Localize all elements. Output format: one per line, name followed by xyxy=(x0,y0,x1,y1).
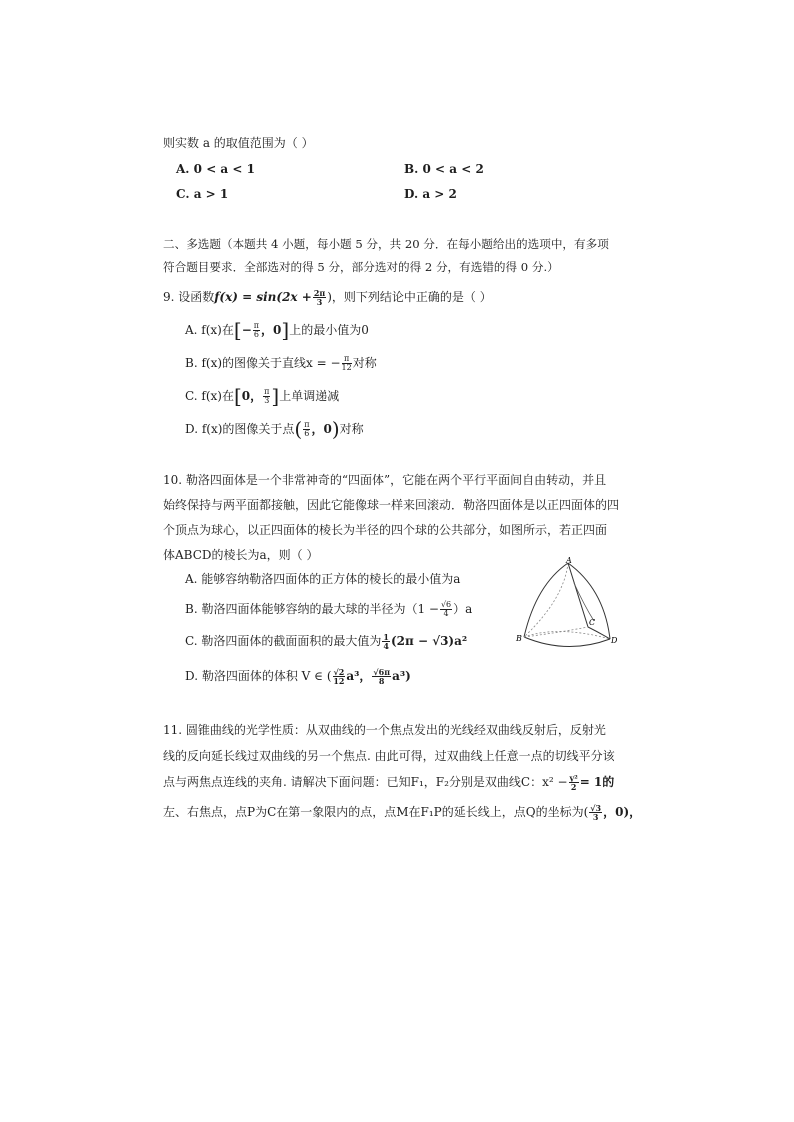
q10-opt-b-pre: B. 勒洛四面体能够容纳的最大球的半径为（1 − xyxy=(185,602,439,616)
q9-frac-num: 2π xyxy=(313,288,326,298)
q9-opt-c-frac xyxy=(263,388,270,405)
q10-line3: 个顶点为球心，以正四面体的棱长为半径的四个球的公共部分，如图所示，若正四面 xyxy=(163,523,608,537)
figure-edge-ab xyxy=(524,563,568,637)
q11-line4-pre: 左、右焦点，点P为C在第一象限内的点，点M在F₁P的延长线上，点Q的坐标为( xyxy=(163,805,589,819)
q9-opt-a-rhs: ，0 xyxy=(261,323,282,337)
q11-line3-post: = 1的 xyxy=(579,775,615,789)
q8-stem: 则实数 a 的取值范围为（ ） xyxy=(163,136,314,150)
q11-line1: 11. 圆锥曲线的光学性质：从双曲线的一个焦点发出的光线经双曲线反射后，反射光 xyxy=(163,723,606,737)
q9-option-a: A. f(x)在[− $\frac{\pi}{6}$ ，0]上的最小值为0 xyxy=(185,318,369,342)
q9-opt-c-pre: C. f(x)在 xyxy=(185,389,234,403)
q9-option-b xyxy=(185,355,377,372)
q10-opt-d-num2: √6π xyxy=(373,667,391,677)
q10-line2: 始终保持与两平面都接触，因此它能像球一样来回滚动．勒洛四面体是以正四面体的四 xyxy=(163,498,620,512)
q10-opt-b-num: √6 xyxy=(440,600,452,609)
q9-opt-a-frac xyxy=(253,322,260,339)
q10-option-c xyxy=(185,633,467,650)
q11-line4-post: ，0)， xyxy=(603,805,642,819)
q9-option-c: C. f(x)在[0， $\frac{\pi}{3}$ ]上单调递减 xyxy=(185,384,340,408)
q9-fraction xyxy=(313,289,326,306)
q10-opt-c-post: (2π − √3)a² xyxy=(390,634,468,648)
q9-stem xyxy=(163,289,492,306)
q10-opt-b-post: ）a xyxy=(453,602,473,616)
q11-line3-den: 2 xyxy=(570,782,577,792)
section2-heading-line2: 符合题目要求．全部选对的得 5 分，部分选对的得 2 分，有选错的得 0 分.） xyxy=(163,260,559,274)
q10-opt-d-den2: 8 xyxy=(378,676,385,686)
q10-opt-b-den: 4 xyxy=(443,609,449,618)
q10-line4: 体ABCD的棱长为a，则（ ） xyxy=(163,548,319,562)
figure-label-d: D xyxy=(611,636,618,645)
section2-heading-line1: 二、多选题（本题共 4 小题，每小题 5 分，共 20 分．在每小题给出的选项中，有多项 xyxy=(163,237,609,251)
q8-option-b: B. 0 < a < 2 xyxy=(404,162,484,176)
q9-opt-a-den: 6 xyxy=(253,330,259,339)
q8-option-a: A. 0 < a < 1 xyxy=(176,162,255,176)
q9-opt-b-frac xyxy=(342,355,352,372)
figure-label-a: A xyxy=(566,556,572,565)
q10-opt-d-num1: √2 xyxy=(333,667,345,677)
q10-opt-d-pre: D. 勒洛四面体的体积 V ∈ ( xyxy=(185,669,332,683)
q8-option-c: C. a > 1 xyxy=(176,187,229,201)
q9-opt-a-num: π xyxy=(253,321,260,330)
q9-opt-c-den: 3 xyxy=(264,396,270,405)
figure-edge-cd xyxy=(588,627,610,639)
q11-line4 xyxy=(163,804,641,821)
q10-opt-c-num: 1 xyxy=(383,632,389,642)
q10-option-b xyxy=(185,601,472,618)
q10-option-a: A. 能够容纳勒洛四面体的正方体的棱长的最小值为a xyxy=(185,572,461,586)
q9-opt-b-den: 12 xyxy=(341,363,352,372)
q10-opt-d-den1: 12 xyxy=(333,676,345,686)
q9-option-d: D. f(x)的图像关于点( $\frac{\pi}{6}$ ，0)对称 xyxy=(185,417,364,441)
q10-opt-c-pre: C. 勒洛四面体的截面面积的最大值为 xyxy=(185,634,382,648)
q9-opt-d-frac xyxy=(303,421,310,438)
q10-line1: 10. 勒洛四面体是一个非常神奇的“四面体”，它能在两个平行平面间自由转动，并且 xyxy=(163,473,607,487)
reuleaux-tetrahedron-figure xyxy=(512,555,622,655)
q9-stem-prefix: 9. 设函数 xyxy=(163,290,215,304)
figure-edge-ac xyxy=(568,563,588,627)
q10-opt-d-frac1 xyxy=(333,668,346,685)
q11-line3-frac xyxy=(569,774,579,791)
q10-option-d xyxy=(185,668,411,685)
q9-opt-a-post: 上的最小值为0 xyxy=(289,323,369,337)
q9-opt-c-post: 上单调递减 xyxy=(279,389,340,403)
q9-opt-d-post: 对称 xyxy=(339,422,364,436)
q9-function: f(x) = sin(2x + xyxy=(214,290,312,304)
q10-opt-b-frac xyxy=(440,601,452,618)
q9-opt-d-pre: D. f(x)的图像关于点 xyxy=(185,422,295,436)
q9-stem-suffix: )，则下列结论中正确的是（ ） xyxy=(327,290,492,304)
q9-opt-a-pre: A. f(x)在 xyxy=(185,323,234,337)
figure-label-c: C xyxy=(589,618,596,627)
q9-opt-d-den: 6 xyxy=(304,429,310,438)
q10-opt-d-frac2 xyxy=(372,668,391,685)
q11-line3-num: y² xyxy=(569,773,578,783)
q11-line4-den: 3 xyxy=(592,812,599,822)
figure-dashed-bc xyxy=(524,627,588,637)
q9-opt-b-pre: B. f(x)的图像关于直线x = − xyxy=(185,356,341,370)
q10-opt-d-post: a³) xyxy=(392,669,411,683)
q10-opt-c-frac xyxy=(382,633,390,650)
q11-line2: 线的反向延长线过双曲线的另一个焦点. 由此可得，过双曲线上任意一点的切线平分该 xyxy=(163,749,615,763)
q10-opt-c-den: 4 xyxy=(383,641,389,651)
q11-line4-num: √3 xyxy=(590,803,602,813)
figure-label-b: B xyxy=(516,634,522,643)
q9-opt-a-lhs: − xyxy=(241,323,252,337)
q11-line3 xyxy=(163,774,614,791)
q11-line3-pre: 点与两焦点连线的夹角. 请解决下面问题：已知F₁，F₂分别是双曲线C：x² − xyxy=(163,775,568,789)
q9-opt-d-rhs: ，0 xyxy=(311,422,332,436)
figure-dashed-ab xyxy=(524,563,568,637)
figure-edge-bd xyxy=(524,637,610,647)
q9-frac-den: 3 xyxy=(316,297,323,307)
q11-line4-frac xyxy=(589,804,602,821)
q9-opt-c-num: π xyxy=(264,387,270,396)
q10-opt-d-mid: a³， xyxy=(346,669,372,683)
q9-opt-d-num: π xyxy=(304,420,310,429)
q8-option-d: D. a > 2 xyxy=(404,187,457,201)
q9-opt-b-num: π xyxy=(342,355,352,364)
q9-opt-b-post: 对称 xyxy=(352,356,377,370)
q9-opt-c-lhs: 0， xyxy=(241,389,263,403)
